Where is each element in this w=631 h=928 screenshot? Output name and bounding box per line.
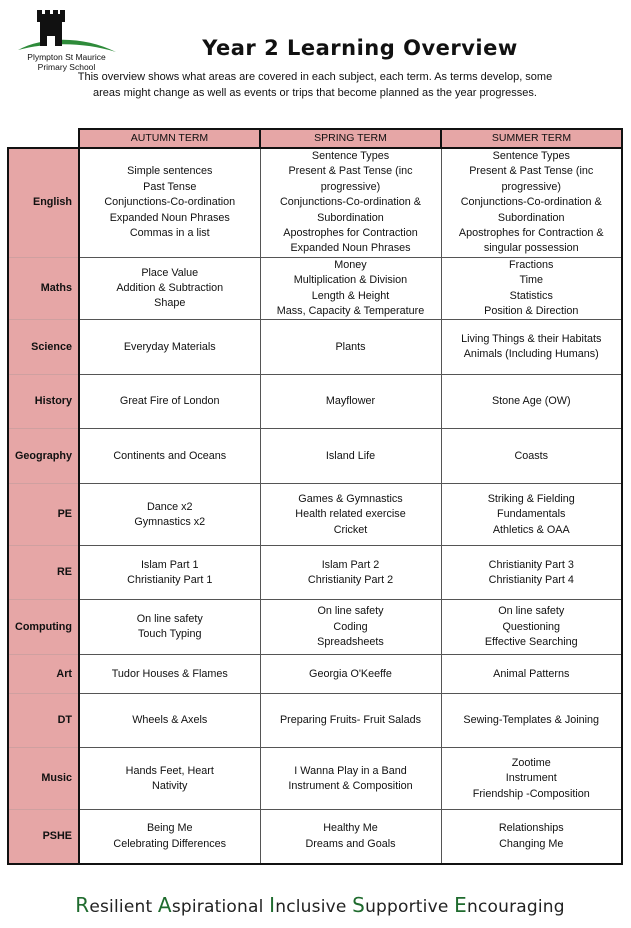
topic-line: Great Fire of London <box>119 395 220 408</box>
topic-line: Everyday Materials <box>123 340 216 353</box>
subject-name: Computing <box>8 600 79 655</box>
value-initial: I <box>269 893 276 917</box>
topic-line: Spreadsheets <box>317 636 384 649</box>
topic-cell-summer <box>441 257 622 320</box>
topic-line: Being Me <box>146 822 193 835</box>
value-word <box>157 893 264 917</box>
topic-line: Christianity Part 3 <box>488 558 574 571</box>
topic-cell-spring <box>260 320 441 375</box>
value-initial: S <box>352 893 366 917</box>
subject-row-pshe <box>8 810 622 864</box>
topic-line: Apostrophes for Contraction <box>283 227 418 240</box>
subject-name: DT <box>8 694 79 748</box>
topic-line: Healthy Me <box>323 822 378 835</box>
topic-line: Dance x2 <box>146 500 193 513</box>
value-initial: R <box>75 893 90 917</box>
topic-cell-spring <box>260 257 441 320</box>
topic-line: Fractions <box>509 258 554 271</box>
subject-name: RE <box>8 546 79 600</box>
topic-line: Sentence Types <box>492 150 570 162</box>
topic-cell-summer <box>441 484 622 546</box>
topic-line: Statistics <box>509 289 553 302</box>
term-header-summer: SUMMER TERM <box>441 129 622 148</box>
topic-line: Subordination <box>317 211 384 224</box>
topic-line: Conjunctions-Co-ordination & <box>460 196 602 209</box>
value-initial: A <box>157 893 172 917</box>
topic-cell-spring <box>260 429 441 484</box>
topic-line: Coasts <box>514 449 549 462</box>
topic-line: Questioning <box>502 620 561 633</box>
topic-cell-autumn <box>79 148 260 257</box>
topic-cell-autumn <box>79 257 260 320</box>
topic-cell-summer <box>441 600 622 655</box>
topic-line: Apostrophes for Contraction & <box>458 227 604 240</box>
topic-cell-spring <box>260 810 441 864</box>
topic-cell-summer <box>441 546 622 600</box>
topic-line: Dreams and Goals <box>305 837 396 850</box>
topic-line: Effective Searching <box>484 636 578 649</box>
topic-cell-spring <box>260 694 441 748</box>
topic-line: Cricket <box>333 523 368 536</box>
topic-cell-summer <box>441 148 622 257</box>
topic-line: Living Things & their Habitats <box>461 333 602 346</box>
topic-line: Sentence Types <box>311 150 390 162</box>
topic-cell-spring <box>260 600 441 655</box>
topic-line: Present & Past Tense (inc <box>288 165 413 178</box>
corner-cell <box>8 129 79 148</box>
topic-cell-autumn <box>79 375 260 429</box>
topic-line: Nativity <box>152 779 188 792</box>
subject-name: History <box>8 375 79 429</box>
topic-line: Tudor Houses & Flames <box>111 667 228 680</box>
topic-line: Time <box>519 274 544 287</box>
subject-row-pe <box>8 484 622 546</box>
topic-line: I Wanna Play in a Band <box>294 764 407 777</box>
topic-cell-autumn <box>79 655 260 694</box>
topic-line: Animals (Including Humans) <box>463 348 599 361</box>
topic-line: Simple sentences <box>127 165 213 178</box>
topic-line: Conjunctions-Co-ordination & <box>279 196 422 209</box>
topic-line: Expanded Noun Phrases <box>109 211 230 224</box>
topic-line: Gymnastics x2 <box>134 515 206 528</box>
subject-row-geography <box>8 429 622 484</box>
subject-row-re <box>8 546 622 600</box>
topic-line: progressive) <box>501 180 561 193</box>
topic-cell-summer <box>441 694 622 748</box>
topic-line: Islam Part 1 <box>140 558 199 571</box>
term-header-autumn: AUTUMN TERM <box>79 129 260 148</box>
topic-line: Instrument & Composition <box>288 779 413 792</box>
intro-text: This overview shows what areas are covered in each subject, each term. As terms develop, some areas might change as well as events or trips that become planned as the year progresses. <box>77 71 553 99</box>
subject-row-maths <box>8 257 622 320</box>
subject-row-english <box>8 148 622 257</box>
topic-line: Place Value <box>141 266 199 279</box>
topic-line: Past Tense <box>143 180 197 193</box>
topic-cell-spring <box>260 546 441 600</box>
value-rest: esilient <box>89 897 153 917</box>
subject-name: Music <box>8 748 79 810</box>
topic-cell-summer <box>441 655 622 694</box>
topic-line: Relationships <box>498 822 564 835</box>
topic-cell-spring <box>260 484 441 546</box>
topic-line: Wheels & Axels <box>132 714 208 727</box>
topic-cell-summer <box>441 429 622 484</box>
term-header-spring: SPRING TERM <box>260 129 441 148</box>
subject-name: PSHE <box>8 810 79 864</box>
topic-line: Georgia O'Keeffe <box>309 667 392 680</box>
subject-name: English <box>8 148 79 257</box>
topic-cell-autumn <box>79 429 260 484</box>
topic-line: Conjunctions-Co-ordination <box>104 196 236 209</box>
school-name-line1: Plympton St Maurice <box>27 52 106 62</box>
page-title: Year 2 Learning Overview <box>202 36 518 60</box>
topic-line: Island Life <box>325 449 376 462</box>
topic-line: Animal Patterns <box>493 667 570 680</box>
topic-line: Islam Part 2 <box>321 558 380 571</box>
topic-line: Multiplication & Division <box>293 274 408 287</box>
topic-cell-autumn <box>79 546 260 600</box>
subject-row-computing <box>8 600 622 655</box>
topic-line: On line safety <box>317 605 384 618</box>
topic-line: Continents and Oceans <box>113 449 227 462</box>
school-values-motto <box>40 893 600 917</box>
value-word <box>454 893 565 917</box>
topic-line: singular possession <box>483 242 579 255</box>
topic-line: Changing Me <box>499 837 564 850</box>
topic-line: Present & Past Tense (inc <box>469 165 594 178</box>
topic-cell-spring <box>260 748 441 810</box>
value-word <box>75 893 153 917</box>
topic-line: Stone Age (OW) <box>491 395 571 408</box>
subject-name: Maths <box>8 257 79 320</box>
topic-cell-autumn <box>79 748 260 810</box>
subject-row-history <box>8 375 622 429</box>
topic-line: progressive) <box>320 180 381 193</box>
castle-logo-icon <box>14 6 124 56</box>
topic-line: Position & Direction <box>484 305 579 318</box>
subject-rows <box>8 148 622 864</box>
topic-cell-autumn <box>79 484 260 546</box>
topic-line: Shape <box>154 297 186 310</box>
subject-name: PE <box>8 484 79 546</box>
topic-cell-spring <box>260 148 441 257</box>
topic-cell-autumn <box>79 694 260 748</box>
topic-line: Money <box>334 258 367 271</box>
value-rest: nclusive <box>275 897 347 917</box>
topic-cell-autumn <box>79 810 260 864</box>
topic-line: Preparing Fruits- Fruit Salads <box>279 714 421 727</box>
topic-line: Games & Gymnastics <box>298 492 403 505</box>
topic-line: Health related exercise <box>295 508 406 521</box>
topic-line: Mass, Capacity & Temperature <box>276 305 425 318</box>
topic-line: Friendship -Composition <box>472 787 590 800</box>
topic-line: Christianity Part 1 <box>127 573 213 586</box>
topic-line: Zootime <box>511 756 551 769</box>
topic-line: Athletics & OAA <box>492 523 570 536</box>
topic-line: Mayflower <box>325 395 376 408</box>
topic-line: Christianity Part 4 <box>488 573 574 586</box>
subject-row-art <box>8 655 622 694</box>
topic-cell-autumn <box>79 320 260 375</box>
topic-cell-summer <box>441 375 622 429</box>
learning-overview-table <box>7 128 623 865</box>
topic-line: Hands Feet, Heart <box>125 764 214 777</box>
topic-line: Celebrating Differences <box>113 837 227 850</box>
topic-line: Addition & Subtraction <box>116 281 224 294</box>
value-word <box>269 893 347 917</box>
topic-cell-spring <box>260 375 441 429</box>
topic-line: Subordination <box>497 211 565 224</box>
topic-cell-summer <box>441 810 622 864</box>
topic-cell-summer <box>441 748 622 810</box>
topic-line: Striking & Fielding <box>487 492 575 505</box>
value-rest: spirational <box>171 897 264 917</box>
topic-line: Fundamentals <box>497 508 566 521</box>
topic-line: Sewing-Templates & Joining <box>463 714 600 727</box>
subject-row-science <box>8 320 622 375</box>
school-logo <box>14 6 124 76</box>
topic-line: Expanded Noun Phrases <box>290 242 411 255</box>
value-rest: ncouraging <box>466 897 565 917</box>
subject-name: Art <box>8 655 79 694</box>
topic-line: Instrument <box>505 772 557 785</box>
topic-line: Christianity Part 2 <box>307 573 394 586</box>
subject-name: Science <box>8 320 79 375</box>
subject-row-dt <box>8 694 622 748</box>
subject-row-music <box>8 748 622 810</box>
topic-line: Touch Typing <box>138 628 202 641</box>
topic-line: Commas in a list <box>129 227 210 240</box>
topic-line: On line safety <box>136 613 203 626</box>
topic-line: Length & Height <box>311 289 390 302</box>
value-initial: E <box>454 893 467 917</box>
topic-line: Coding <box>333 620 368 633</box>
value-word <box>352 893 449 917</box>
value-rest: upportive <box>365 897 449 917</box>
topic-cell-summer <box>441 320 622 375</box>
topic-line: Plants <box>335 340 366 353</box>
term-header-row <box>8 129 622 148</box>
topic-cell-autumn <box>79 600 260 655</box>
school-name-line2: Primary School <box>37 61 96 72</box>
subject-name: Geography <box>8 429 79 484</box>
topic-cell-spring <box>260 655 441 694</box>
topic-line: On line safety <box>498 605 565 618</box>
